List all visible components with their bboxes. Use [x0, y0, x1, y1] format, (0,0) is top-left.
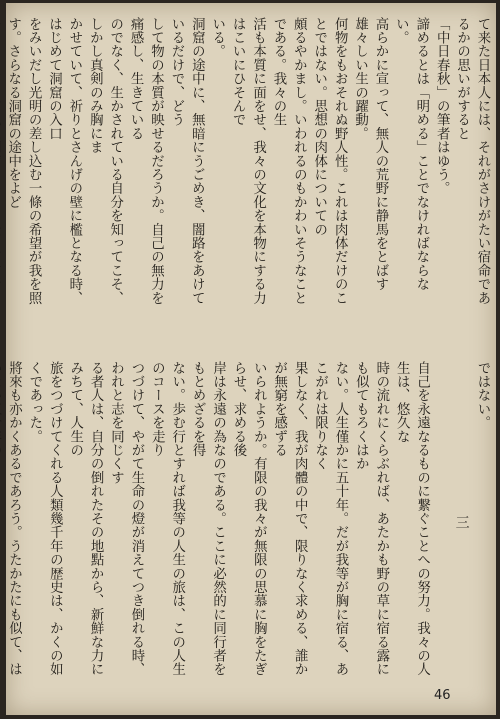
lower-paragraph: ない。人生僅かに五十年。だが我等が胸に宿る、あこがれは限りなく: [312, 361, 348, 677]
lower-paragraph: いられようか。有限の我々が無限の思慕に胸をたぎらせ、求める後: [230, 361, 267, 677]
section-marker: 三: [453, 515, 470, 529]
lower-text-block: [6, 361, 492, 683]
lower-paragraph: ない。歩む行とすれば我等の人生の旅は、この人生のコースを走り: [149, 361, 185, 677]
upper-paragraph: 洞窟の途中に、無暗にうごめき、闇路をあけているだけで、どう: [168, 17, 205, 305]
lower-paragraph: 時の流れにくらぶれば、あたかも野の草に宿る露にも似てもろくはか: [353, 361, 389, 677]
upper-paragraph: 何物をもおそれぬ野人性。これは肉体だけのことではない。思想の肉体についての: [311, 17, 348, 305]
lower-paragraph: 將來も亦かくあるであろう。うたかたにも似て、は: [6, 361, 22, 677]
upper-paragraph: して物の本質が映せるだろうか。自己の無力を痛感し、生きている: [128, 17, 164, 305]
lower-first-line: ではない。: [475, 361, 490, 430]
upper-paragraph: いる。: [209, 17, 225, 59]
lower-paragraph: 岸は永遠の為なのである。ここに必然的に同行者をもとめざるを得: [190, 361, 226, 677]
upper-paragraph: 諦めるとは「明める」ことでなければならない。: [393, 17, 429, 291]
upper-paragraph: [0, 17, 2, 315]
upper-paragraph: かせていて、祈りとさんげの壁に檻となる時、はじめて洞窟の入口: [46, 17, 82, 305]
upper-paragraph: 頗るやかまし。いわれるのもかわいそうなことである。我々の生: [270, 17, 307, 305]
lower-paragraph: る者人は、自分の倒れたその地點から、新鮮な力にみちて、人生の: [67, 361, 104, 677]
lower-paragraph: 果しなく、我が肉體の中で、限りなく求める、誰かが無窮を感ずる: [271, 361, 308, 677]
upper-paragraph: て来た日本人には、それがさけがたい宿命であるかの思いがすると: [454, 17, 490, 305]
upper-text-block: [5, 17, 492, 315]
lower-paragraph: 旅をつづけてくれる人類幾千年の歴史は、かくの如くであった。: [26, 361, 63, 677]
lower-paragraph: 自己を永遠なるものに繋ぐことへの努力。我々の人生は、悠久な: [394, 361, 430, 677]
upper-paragraph: 高らかに宣って、無人の荒野に静馬をとばす雄々しい生の躍動。: [352, 17, 388, 291]
upper-paragraph: のでなく、生かされている自分を知ってこそ、しかし真剣のみ胸にま: [87, 17, 123, 305]
book-page: [6, 3, 496, 715]
upper-paragraph: をみいだし光明の差し込む一條の希望が我を照す。さらなる洞窟の途中をよど: [5, 17, 42, 305]
upper-paragraph: 「中日春秋」の筆者はゆう。: [434, 17, 450, 196]
upper-paragraph: 活も本質に面をせ、我々の文化を本物にする力はこいにひそんで: [230, 17, 266, 305]
lower-paragraph: つづけて、やがて生命の燈が消えてつき倒れる時、われと志を同じくす: [108, 361, 144, 677]
page-number: 46: [434, 688, 451, 703]
